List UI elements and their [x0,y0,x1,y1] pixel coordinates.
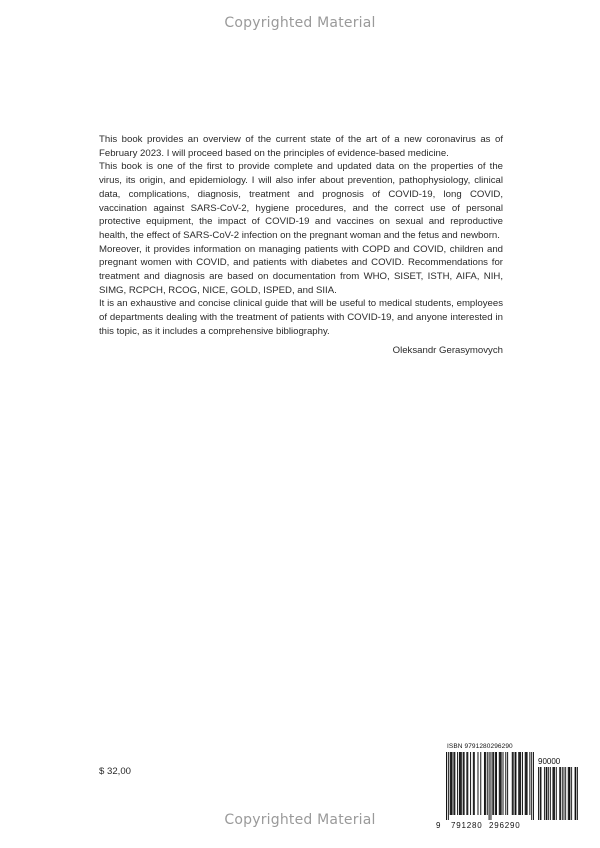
barcode-bar [515,752,516,815]
barcode-bar [518,752,519,815]
barcode-bar [533,752,534,820]
barcode-bar [460,752,461,815]
barcode-bar [463,752,464,815]
barcode-bar [452,752,453,815]
barcode-bar [477,752,478,815]
price-label: $ 32,00 [99,766,132,777]
barcode-bar [529,752,530,815]
barcode-bar [507,752,508,815]
barcode-bar [485,752,486,815]
watermark-bottom: Copyrighted Material [224,812,376,828]
barcode-bar [490,752,491,820]
barcode-bar [520,752,521,815]
barcode-bar [480,752,481,815]
barcode-bar [495,752,496,815]
blurb-paragraph: This book is one of the first to provide complete and updated data on the properties of the virus, its origin, and epidemiology. I will also infer about prevention, pathophysiology, clinical data, complications, diagnosis, treatment and prognosis of COVID-19, long COVID, vaccination against SARS-CoV-2, hygiene procedures, and the correct use of personal protective equipment, the impact of COVID-19 and vaccines on sexual and reproductive health, the effect of SARS-CoV-2 infection on the pregnant woman and the fetus and newborn. [99,161,503,241]
barcode-bar [526,752,527,815]
barcode-bar [493,752,494,815]
blurb-paragraph: Moreover, it provides information on managing patients with COPD and COVID, children and pregnant women with COVID, and patients with diabetes and COVID. Recommendations for treatment and diagnosis are based on documentation from WHO, SISET, ISTH, AIFA, NIH, SIMG, RCPCH, RCOG, NICE, GOLD, ISPED, and SIIA. [99,243,503,296]
blurb-paragraph: It is an exhaustive and concise clinical guide that will be useful to medical students, employees of departments dealing with the treatment of patients with COVID-19, and anyone interested in this topic, as it includes a comprehensive bibliography. [99,298,503,337]
blurb-paragraph: This book provides an overview of the current state of the art of a new coronavirus as of February 2023. I will proceed based on the principles of evidence-based medicine. [99,134,503,159]
barcode-bar [453,752,454,815]
barcode-bar [496,752,497,815]
barcode-digits-group1: 791280 [451,821,483,830]
barcode-bar [515,752,516,815]
barcode-bar [522,752,523,815]
isbn-label: ISBN 9791280296290 [447,743,513,750]
barcode-bar [467,752,468,815]
barcode-bar [454,752,455,815]
barcode-bar [448,752,449,820]
barcode-bar [464,752,465,815]
barcode-bars [446,752,534,820]
barcode-bar [503,752,504,815]
barcode-bar [512,752,513,815]
barcode-bar [450,752,451,815]
barcode-bar [446,752,447,820]
barcode-bar [489,752,490,820]
barcode-bar [519,752,520,815]
barcode-bar [527,752,528,815]
barcode-digits-group2: 296290 [489,821,521,830]
author-name: Oleksandr Gerasymovych [392,345,503,356]
barcode-bar [525,752,526,815]
barcode-digit-first: 9 [436,821,441,830]
barcode-bar [492,752,493,815]
barcode-bar [461,752,462,815]
barcode-bar [513,752,514,815]
barcode-bar [487,752,488,815]
barcode-bar [484,752,485,815]
barcode-bar [474,752,475,815]
barcode-bar [459,752,460,815]
barcode-bar [500,752,501,815]
watermark-top: Copyrighted Material [224,15,376,31]
barcode-bar [499,752,500,815]
barcode-bar [457,752,458,815]
barcode-bar [505,752,506,815]
barcode-bar [470,752,471,815]
back-cover-blurb [99,133,503,339]
addon-number: 90000 [538,757,561,766]
barcode-bar [466,752,467,815]
barcode-bar [531,752,532,820]
barcode-bar [501,752,502,815]
barcode-bar [451,752,452,815]
barcode-bar [473,752,474,815]
